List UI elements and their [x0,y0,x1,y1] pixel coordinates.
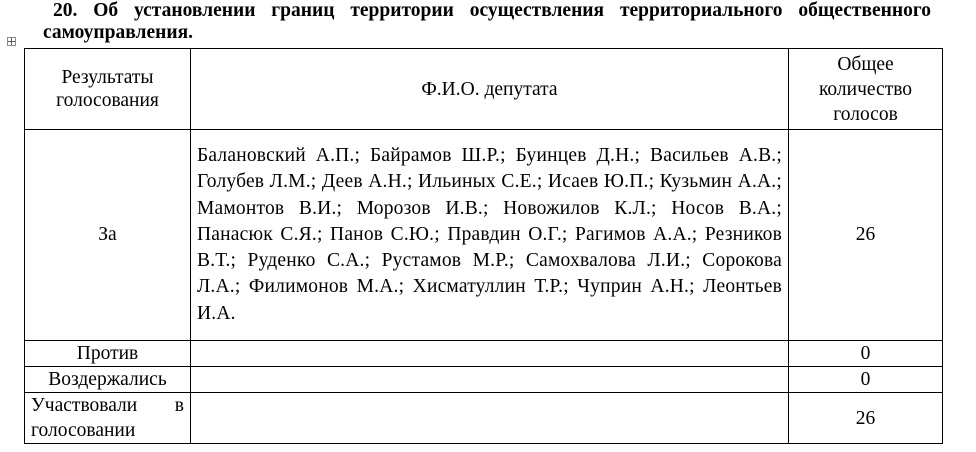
section-title: Об установлении границ территории осуществления территориального общественного самоуправления. [43,0,931,43]
table-row [25,130,943,341]
row-label: Участвовали в голосовании [25,393,191,444]
section-heading [43,0,931,44]
header-total-votes: Общее количество голосов [789,49,943,130]
row-vote-count: 0 [789,367,943,393]
row-vote-count: 26 [789,393,943,444]
row-deputy-names: Балановский А.П.; Байрамов Ш.Р.; Буинцев Д.Н.; Васильев А.В.; Голубев Л.М.; Деев А.Н.; Ильиных С.Е.; Исаев Ю.П.; Кузьмин А.А.; Мамонтов В.И.; Морозов И.В.; Новожилов К.Л.; Носов В.А.; Панасюк С.Я.; Панов С.Ю.; Правдин О.Г.; Рагимов А.А.; Резников В.Т.; Руденко С.А.; Рустамов М.Р.; Самохвалова Л.И.; Сорокова Л.А.; Филимонов М.А.; Хисматуллин Т.Р.; Чуприн А.Н.; Леонтьев И.А. [191,130,789,341]
table-header-row [25,49,943,130]
voting-results-table [24,48,943,444]
row-label: За [25,130,191,341]
row-deputy-names [191,341,789,367]
header-deputy-name: Ф.И.О. депутата [191,49,789,130]
row-vote-count: 26 [789,130,943,341]
row-label: Воздержались [25,367,191,393]
table-move-handle-icon[interactable] [7,37,16,46]
section-number: 20. [53,0,78,21]
row-vote-count: 0 [789,341,943,367]
header-results: Результаты голосования [25,49,191,130]
table-row [25,393,943,444]
row-label: Против [25,341,191,367]
row-deputy-names [191,393,789,444]
table-row [25,367,943,393]
row-deputy-names [191,367,789,393]
table-row [25,341,943,367]
